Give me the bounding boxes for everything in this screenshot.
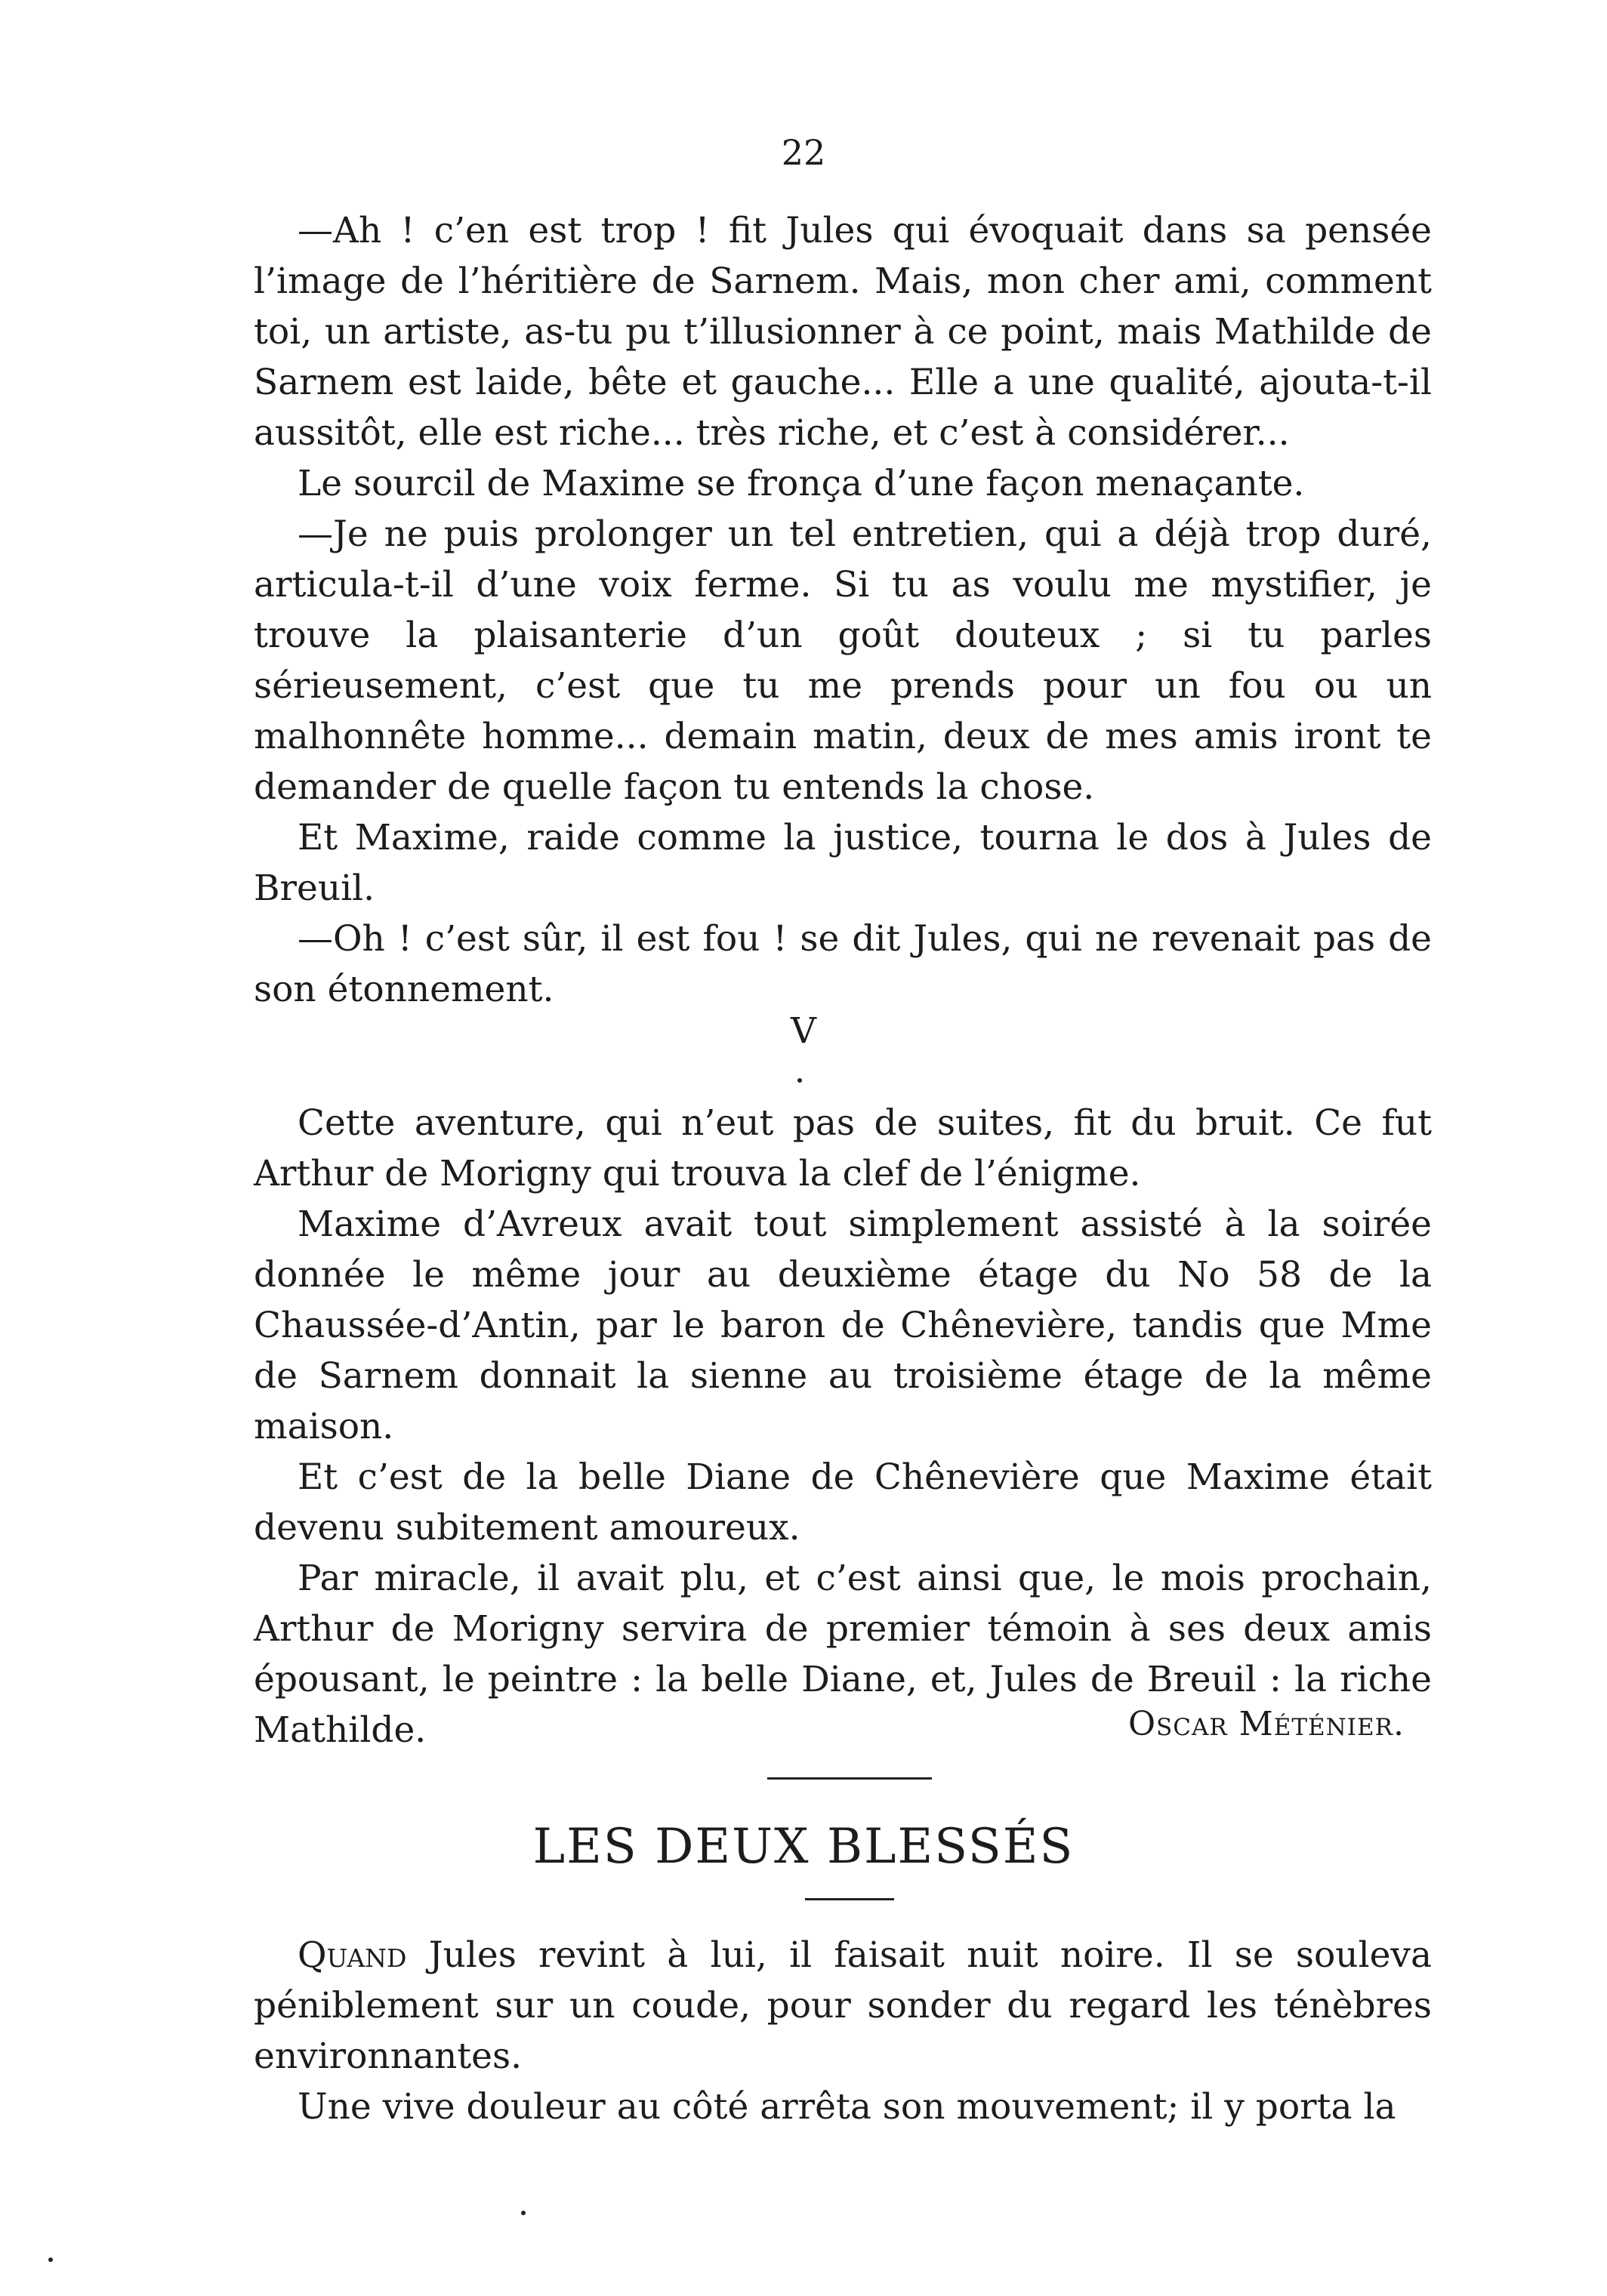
paragraph	[254, 1930, 1432, 2082]
paragraph: Une vive douleur au côté arrêta son mouvement; il y porta la	[298, 2086, 1396, 2128]
print-speck	[48, 2257, 53, 2262]
page-number: 22	[781, 132, 826, 173]
title-underline-rule	[805, 1898, 894, 1900]
paragraph: —Ah ! c’en est trop ! fit Jules qui évoquait dans sa pensée l’image de l’héritière de Sarnem. Mais, mon cher ami, comment toi, un artiste, as-tu pu t’illusionner à ce point, mais Mathilde de Sarnem est laide, bête et gauche... Elle a une qualité, ajouta-t-il aussitôt, elle est riche... très riche, et c’est à considérer...	[254, 210, 1432, 454]
story-opening	[254, 1930, 1432, 2132]
section-v-passage	[254, 1098, 1432, 1755]
print-speck	[797, 1078, 802, 1083]
paragraph: Et c’est de la belle Diane de Chênevière que Maxime était devenu subitement amoureux.	[254, 1456, 1432, 1549]
opening-word: Quand	[298, 1934, 407, 1976]
paragraph: Cette aventure, qui n’eut pas de suites, fit du bruit. Ce fut Arthur de Morigny qui trouva la clef de l’énigme.	[254, 1102, 1432, 1194]
paragraph: Par miracle, il avait plu, et c’est ainsi que, le mois prochain, Arthur de Morigny servira de premier témoin à ses deux amis épousant, le peintre : la belle Diane, et, Jules de Breuil : la riche Mathilde.	[254, 1558, 1432, 1751]
separator-rule	[767, 1777, 932, 1780]
paragraph: Le sourcil de Maxime se fronça d’une façon menaçante.	[298, 463, 1305, 504]
opening-text: Jules revint à lui, il faisait nuit noire. Il se souleva péniblement sur un coude, pour sonder du regard les ténèbres environnantes.	[254, 1934, 1432, 2077]
print-speck	[521, 2211, 526, 2215]
story-title: LES DEUX BLESSÉS	[532, 1819, 1075, 1875]
paragraph: Et Maxime, raide comme la justice, tourna le dos à Jules de Breuil.	[254, 817, 1432, 909]
section-numeral: V	[791, 1010, 816, 1052]
paragraph: —Oh ! c’est sûr, il est fou ! se dit Jules, qui ne revenait pas de son étonnement.	[254, 918, 1432, 1010]
author-signature: Oscar Méténier.	[1127, 1705, 1405, 1743]
dialogue-passage	[254, 205, 1432, 1015]
paragraph: Maxime d’Avreux avait tout simplement assisté à la soirée donnée le même jour au deuxième étage du No 58 de la Chaussée-d’Antin, par le baron de Chênevière, tandis que Mme de Sarnem donnait la sienne au troisième étage de la même maison.	[254, 1203, 1432, 1447]
paragraph: —Je ne puis prolonger un tel entretien, qui a déjà trop duré, articula-t-il d’une voix ferme. Si tu as voulu me mystifier, je trouve la plaisanterie d’un goût douteux ; si tu parles sérieusement, c’est que tu me prends pour un fou ou un malhonnête homme... demain matin, deux de mes amis iront te demander de quelle façon tu entends la chose.	[254, 513, 1432, 808]
